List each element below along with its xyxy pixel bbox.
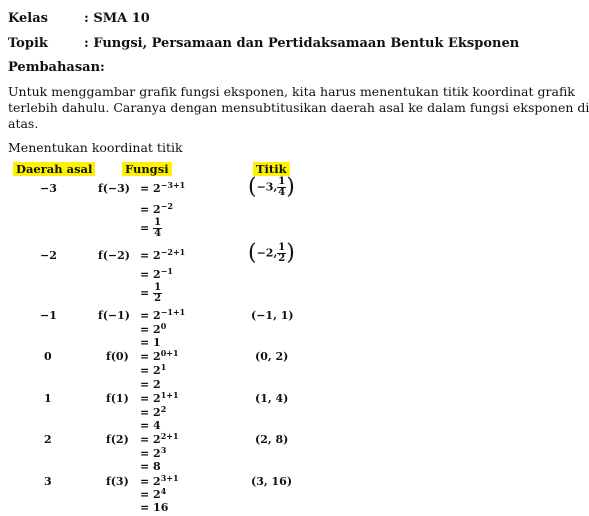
function-call: f(−3) — [98, 182, 131, 195]
topik-label: Topik — [8, 36, 48, 51]
section-title: Menentukan koordinat titik — [8, 140, 183, 155]
step-2: = $2^{-1}$ — [140, 266, 173, 281]
step-result: = 8 — [140, 460, 161, 473]
header-titik: Titik — [253, 162, 290, 176]
function-call: f(1) — [106, 392, 129, 405]
function-call: f(3) — [106, 475, 129, 488]
step-result: = 16 — [140, 501, 169, 514]
header-fungsi: Fungsi — [122, 162, 172, 176]
step-1: = $2^{-1+1}$ — [140, 307, 186, 322]
step-2: = $2^3$ — [140, 445, 167, 460]
point: (0, 2) — [255, 350, 289, 363]
step-2: = $2^{-2}$ — [140, 201, 173, 216]
paragraph-line-2: terlebih dahulu. Caranya dengan mensubtitusikan daerah asal ke dalam fungsi eksponen di — [8, 100, 589, 115]
point: (3, 16) — [251, 475, 293, 488]
step-1: = $2^{3+1}$ — [140, 473, 179, 488]
step-result: = 2 — [140, 378, 161, 391]
domain-value: −1 — [40, 309, 57, 322]
function-call: f(−2) — [98, 249, 131, 262]
pembahasan-label: Pembahasan: — [8, 60, 105, 75]
step-result: = 1 — [140, 336, 161, 349]
step-1: = $2^{-3+1}$ — [140, 180, 186, 195]
step-1: = $2^{-2+1}$ — [140, 247, 186, 262]
point: (−3, $\frac{1}{4}$ ) — [248, 174, 295, 200]
point: (1, 4) — [255, 392, 289, 405]
point: (2, 8) — [255, 433, 289, 446]
paragraph-line-3: atas. — [8, 116, 39, 131]
step-1: = $2^{0+1}$ — [140, 348, 179, 363]
point: (−2, $\frac{1}{2}$ ) — [248, 240, 295, 266]
domain-value: −2 — [40, 249, 57, 262]
function-call: f(2) — [106, 433, 129, 446]
domain-value: −3 — [40, 182, 57, 195]
kelas-label: Kelas — [8, 11, 48, 26]
step-1: = $2^{1+1}$ — [140, 390, 179, 405]
step-2: = $2^4$ — [140, 486, 167, 501]
step-2: = $2^0$ — [140, 321, 167, 336]
step-result: = 4 — [140, 419, 161, 432]
function-call: f(−1) — [98, 309, 131, 322]
topik-value: : Fungsi, Persamaan dan Pertidaksamaan Bentuk Eksponen — [84, 36, 520, 51]
point: (−1, 1) — [251, 309, 294, 322]
domain-value: 2 — [44, 433, 52, 446]
domain-value: 3 — [44, 475, 52, 488]
step-2: = $2^2$ — [140, 404, 167, 419]
domain-value: 1 — [44, 392, 52, 405]
function-call: f(0) — [106, 350, 129, 363]
step-1: = $2^{2+1}$ — [140, 431, 179, 446]
step-result: = $\frac{1}{2}$ — [140, 282, 162, 304]
step-result: = $\frac{1}{4}$ — [140, 217, 162, 239]
step-2: = $2^1$ — [140, 362, 167, 377]
kelas-value: : SMA 10 — [84, 11, 150, 26]
domain-value: 0 — [44, 350, 52, 363]
paragraph-line-1: Untuk menggambar grafik fungsi eksponen, kita harus menentukan titik koordinat grafik — [8, 84, 575, 99]
header-daerah-asal: Daerah asal — [13, 162, 95, 176]
